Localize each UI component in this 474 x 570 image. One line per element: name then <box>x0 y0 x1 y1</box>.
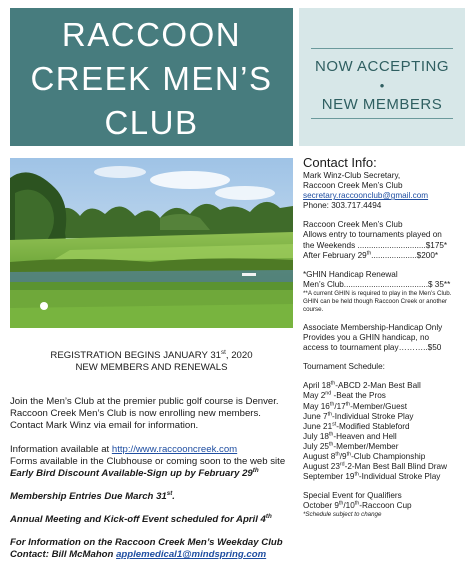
schedule-item-sup: nd <box>325 390 332 397</box>
ghin-line-2: Men’s Club.....................................$ 35** <box>303 279 451 289</box>
early-bird-text: Early Bird Discount Available-Sign up by February 29 <box>10 468 253 479</box>
schedule-item-pre: August 8 <box>303 451 336 461</box>
schedule-item-post: -Beat the Pros <box>331 391 386 401</box>
info-prefix: Information available at <box>10 444 112 455</box>
schedule-note: *Schedule subject to change <box>303 511 382 519</box>
associate-line-2: Provides you a GHIN handicap, no <box>303 333 430 343</box>
schedule-item-post: -ABCD 2-Man Best Ball <box>335 381 421 391</box>
membership-due-end: . <box>172 491 175 502</box>
special-event-name: -Raccoon Cup <box>359 501 412 511</box>
right-column <box>303 155 468 519</box>
special-line-1: Special Event for Qualifiers <box>303 491 402 501</box>
schedule-item-sup: th <box>328 431 334 438</box>
banner-bullet: • <box>379 78 385 93</box>
schedule-item-post: /17 <box>334 401 346 411</box>
schedule-item-post: -Heaven and Hell <box>333 431 397 441</box>
schedule-item-sup: th <box>328 441 334 448</box>
registration-year: , 2020 <box>225 350 253 361</box>
special-line-2 <box>303 501 468 511</box>
membership-due-text: Membership Entries Due March 31 <box>10 491 167 502</box>
associate-line-3: access to tournament play………..$50 <box>303 343 442 353</box>
golf-course-photo <box>10 158 293 328</box>
registration-sup: st <box>221 348 226 356</box>
title-line-1: RACCOON <box>61 16 242 53</box>
schedule-item-post: -2-Man Best Ball Blind Draw <box>344 462 448 472</box>
schedule-heading: Tournament Schedule: <box>303 362 385 372</box>
schedule-item-post2: -Member/Guest <box>350 401 408 411</box>
schedule-item-pre: May 16 <box>303 401 330 411</box>
schedule-item <box>303 472 468 482</box>
weekday-contact: Contact: Bill McMahon <box>10 549 117 560</box>
membership-line-4 <box>303 251 468 261</box>
special-date-sup-2: th <box>354 500 360 507</box>
schedule-item <box>303 442 468 452</box>
contact-name: Mark Winz-Club Secretary, <box>303 171 401 180</box>
title-line-3: CLUB <box>104 104 199 141</box>
info-paragraph <box>10 444 293 480</box>
schedule-item-sup: th <box>335 451 340 458</box>
weekday-email-link[interactable]: applemedical1@mindspring.com <box>116 549 267 560</box>
contact-email-link[interactable]: secretary.raccoonclub@gmail.com <box>303 191 429 201</box>
schedule-item-pre: August 23 <box>303 462 340 472</box>
schedule-item-sup2: th <box>345 400 351 407</box>
schedule-item-pre: July 25 <box>303 441 329 451</box>
schedule-item-sup2: th <box>346 451 352 458</box>
schedule-list <box>303 381 468 482</box>
annual-meeting-sup: th <box>265 512 272 520</box>
title-line-2: CREEK MEN’S <box>30 60 273 97</box>
late-fee-end: ....................$200* <box>371 250 439 260</box>
golf-course-illustration <box>10 158 293 328</box>
registration-line-2: NEW MEMBERS AND RENEWALS <box>75 362 228 373</box>
banner-rule-bottom <box>311 118 453 119</box>
banner-rule-top <box>311 48 453 49</box>
schedule-item <box>303 452 468 462</box>
ghin-note: **A current GHIN is required to play in the Men’s Club. GHIN can be held though Raccoon Creek or another course. <box>303 289 452 313</box>
schedule-item-pre: July 18 <box>303 431 329 441</box>
schedule-item-pre: September 19 <box>303 472 355 482</box>
banner-line-2: NEW MEMBERS <box>321 96 443 113</box>
membership-due-sup: st <box>166 489 173 497</box>
membership-due <box>10 491 293 503</box>
weekday-club-info <box>10 537 293 561</box>
club-title-block <box>10 8 293 146</box>
schedule-item-post: -Member/Member <box>333 441 399 451</box>
schedule-item-sup: th <box>329 400 335 407</box>
annual-meeting <box>10 514 293 526</box>
registration-line-1: REGISTRATION BEGINS JANUARY 31 <box>50 350 222 361</box>
early-bird-sup: th <box>252 466 259 474</box>
annual-meeting-text: Annual Meeting and Kick-off Event scheduled for April 4 <box>10 514 266 525</box>
late-fee-prefix: After February 29 <box>303 250 367 260</box>
late-fee-sup: th <box>366 249 372 256</box>
website-link[interactable]: http://www.raccooncreek.com <box>111 444 238 455</box>
schedule-item-pre: April 18 <box>303 381 331 391</box>
associate-line-1: Associate Membership-Handicap Only <box>303 322 443 332</box>
membership-line-3: the Weekends ..............................$175* <box>303 240 448 250</box>
special-date-sup: th <box>338 500 344 507</box>
schedule-item-pre: May 2 <box>303 391 326 401</box>
contact-club: Raccoon Creek Men’s Club <box>303 181 403 191</box>
schedule-item-post: -Modified Stableford <box>336 421 410 431</box>
banner-line-1: NOW ACCEPTING <box>314 58 449 75</box>
schedule-item-pre: June 21 <box>303 421 333 431</box>
schedule-item-post2: -Club Championship <box>351 451 426 461</box>
schedule-item-post: -Individual Stroke Play <box>358 472 441 482</box>
weekday-line-1: For Information on the Raccoon Creek Men’s Weekday Club <box>10 537 283 548</box>
contact-heading: Contact Info: <box>303 155 377 170</box>
schedule-item <box>303 462 468 472</box>
schedule-item-sup: th <box>354 471 359 478</box>
registration-notice <box>10 350 293 374</box>
schedule-item-sup: th <box>327 410 333 417</box>
special-date-pre: October 9 <box>303 501 339 511</box>
now-accepting-banner <box>299 8 465 146</box>
left-column <box>10 350 293 561</box>
schedule-item-sup: th <box>330 380 336 387</box>
schedule-item <box>303 432 468 442</box>
schedule-item <box>303 422 468 432</box>
intro-paragraph: Join the Men’s Club at the premier public golf course is Denver. Raccoon Creek Men’s Club is now enrolling new members. Contact Mark Winz via email for information. <box>10 396 279 431</box>
schedule-item-pre: June 7 <box>303 411 328 421</box>
membership-line-2: Allows entry to tournaments played on <box>303 230 442 240</box>
schedule-item-sup: rd <box>339 461 345 468</box>
schedule-item <box>303 391 468 401</box>
schedule-item <box>303 412 468 422</box>
schedule-item-post: -Individual Stroke Play <box>332 411 414 421</box>
ghin-line-1: *GHIN Handicap Renewal <box>303 269 398 279</box>
contact-phone: Phone: 303.717.4494 <box>303 201 382 211</box>
schedule-item-post: /9 <box>339 451 347 461</box>
forms-line: Forms available in the Clubhouse or coming soon to the web site <box>10 456 286 467</box>
special-date-mid: /10 <box>343 501 355 511</box>
membership-line-1: Raccoon Creek Men’s Club <box>303 220 403 230</box>
schedule-item-sup: st <box>332 420 337 427</box>
